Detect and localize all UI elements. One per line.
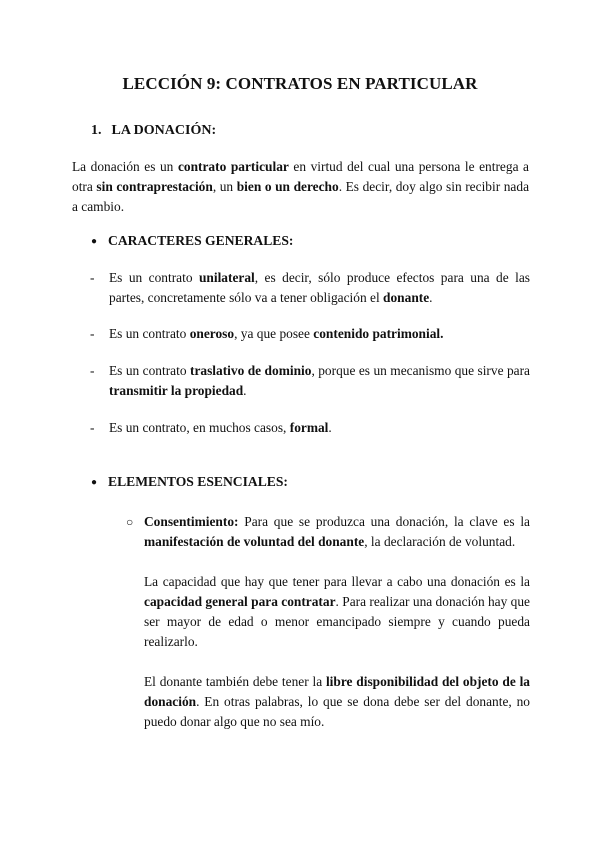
text-run: Es un contrato — [109, 363, 190, 378]
text-run: . — [243, 383, 247, 398]
bold-run: oneroso — [189, 326, 235, 341]
bullet-icon: ● — [91, 236, 98, 247]
list-item-text — [109, 418, 530, 438]
text-run: El donante también debe tener la — [144, 674, 326, 689]
circle-bullet-icon: ○ — [126, 515, 134, 529]
dash-icon: - — [90, 270, 95, 285]
bold-run: traslativo de dominio — [189, 363, 312, 378]
dash-icon: - — [90, 326, 95, 341]
text-run: . En otras palabras, lo que se dona debe ser del donante, no puedo donar algo que no sea mío. — [144, 694, 530, 729]
bullet-icon: ● — [91, 477, 98, 488]
bold-run: contrato particular — [177, 159, 289, 174]
bold-run: contenido patrimonial. — [313, 326, 444, 341]
list-item — [90, 268, 530, 308]
bold-run: formal — [289, 420, 329, 435]
text-run: en virtud del cual una persona le entrega a otra — [72, 159, 530, 194]
text-run: . Es decir, doy algo sin recibir nada a cambio. — [72, 179, 530, 214]
text-run: . Para realizar una donación hay que ser mayor de edad o menor emancipado siempre y cuando pueda realizarlo. — [144, 594, 531, 649]
consentimiento-paragraph-1 — [144, 512, 530, 552]
consentimiento-item — [126, 512, 530, 752]
dash-icon: - — [90, 363, 95, 378]
text-run: Es un contrato — [109, 270, 199, 285]
section-heading-text: LA DONACIÓN: — [111, 123, 217, 138]
list-item — [90, 418, 530, 438]
text-run: , es decir, sólo produce efectos para una de las partes, concretamente sólo va a tener obligación el — [109, 270, 530, 305]
list-item-text — [109, 361, 530, 401]
text-run: , ya que posee — [234, 326, 314, 341]
text-run: , la declaración de voluntad. — [364, 534, 516, 549]
subheading-text: ELEMENTOS ESENCIALES: — [108, 474, 288, 489]
text-run: . — [429, 290, 433, 305]
consentimiento-body — [144, 512, 530, 732]
page-title: LECCIÓN 9: CONTRATOS EN PARTICULAR — [122, 74, 478, 93]
subheading-caracteres — [91, 233, 293, 249]
bold-run: capacidad general para contratar — [144, 594, 336, 609]
text-run: Es un contrato — [109, 326, 190, 341]
bold-run: donante — [383, 290, 430, 305]
bold-run: Consentimiento: — [144, 514, 239, 529]
subheading-text: CARACTERES GENERALES: — [108, 233, 294, 248]
text-run: , porque es un mecanismo que sirve para — [311, 363, 530, 378]
bold-run: bien o un derecho — [236, 179, 339, 194]
text-run: La donación es un — [72, 159, 178, 174]
bold-run: manifestación de voluntad del donante — [144, 534, 365, 549]
dash-icon: - — [90, 420, 95, 435]
bold-run: libre disponibilidad del objeto de la donación — [144, 674, 531, 709]
section-number: 1. — [91, 123, 102, 138]
bold-run: sin contraprestación — [96, 179, 213, 194]
text-run: Para que se produzca una donación, la clave es la — [238, 514, 530, 529]
consentimiento-paragraph-3 — [144, 672, 530, 732]
subheading-elementos — [91, 474, 288, 490]
text-run: . — [328, 420, 332, 435]
consentimiento-paragraph-2 — [144, 572, 530, 652]
intro-paragraph — [72, 157, 529, 217]
bold-run: transmitir la propiedad — [109, 383, 244, 398]
text-run: , un — [212, 179, 237, 194]
list-item-text — [109, 324, 530, 344]
section-heading-donacion — [91, 123, 216, 139]
list-item — [90, 361, 530, 401]
text-run: La capacidad que hay que tener para llevar a cabo una donación es la — [144, 574, 530, 589]
list-item-text — [109, 268, 530, 308]
list-item — [90, 324, 530, 344]
bold-run: unilateral — [198, 270, 255, 285]
text-run: Es un contrato, en muchos casos, — [109, 420, 290, 435]
